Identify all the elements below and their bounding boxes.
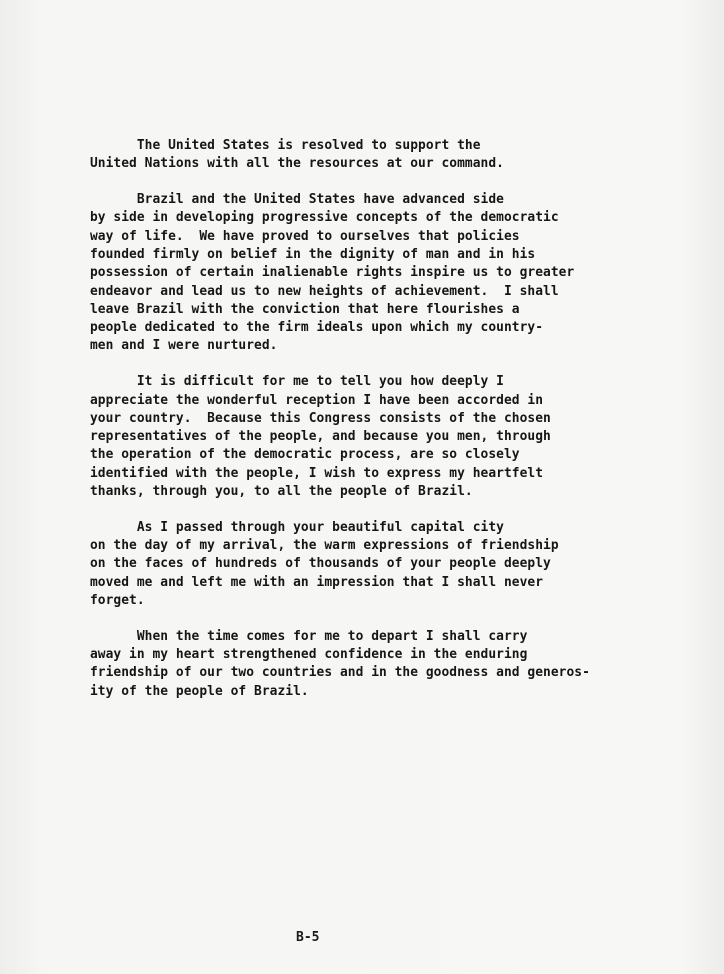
text-line: way of life. We have proved to ourselves that policies — [90, 228, 520, 244]
text-line: on the faces of hundreds of thousands of your people deeply — [90, 556, 551, 572]
text-line: by side in developing progressive concepts of the democratic — [90, 210, 559, 226]
text-line: your country. Because this Congress consists of the chosen — [90, 410, 551, 426]
text-line: As I passed through your beautiful capital city — [90, 519, 504, 535]
paragraph-1 — [90, 137, 650, 174]
text-line: people dedicated to the firm ideals upon which my country- — [90, 320, 544, 336]
page-number: B-5 — [296, 930, 320, 945]
text-line: ity of the people of Brazil. — [90, 683, 309, 699]
text-line: forget. — [90, 593, 145, 609]
paragraph-4 — [90, 519, 650, 610]
paragraph-3 — [90, 373, 650, 501]
paragraph-2 — [90, 191, 650, 356]
text-line: Brazil and the United States have advanced side — [90, 192, 504, 208]
text-line: away in my heart strengthened confidence in the enduring — [90, 647, 528, 663]
text-line: thanks, through you, to all the people of Brazil. — [90, 484, 473, 500]
document-body — [90, 137, 650, 719]
text-line: founded firmly on belief in the dignity of man and in his — [90, 246, 536, 262]
text-line: on the day of my arrival, the warm expressions of friendship — [90, 538, 559, 554]
text-line: men and I were nurtured. — [90, 338, 278, 354]
text-line: United Nations with all the resources at our command. — [90, 156, 504, 172]
text-line: possession of certain inalienable rights inspire us to greater — [90, 265, 575, 281]
text-line: The United States is resolved to support the — [90, 138, 481, 153]
text-line: It is difficult for me to tell you how deeply I — [90, 374, 504, 390]
text-line: friendship of our two countries and in the goodness and generos- — [90, 665, 590, 681]
paragraph-5 — [90, 628, 650, 701]
text-line: When the time comes for me to depart I shall carry — [90, 628, 528, 644]
text-line: representatives of the people, and because you men, through — [90, 429, 551, 445]
text-line: the operation of the democratic process, are so closely — [90, 447, 520, 463]
text-line: endeavor and lead us to new heights of achievement. I shall — [90, 283, 559, 299]
text-line: leave Brazil with the conviction that here flourishes a — [90, 301, 520, 317]
text-line: appreciate the wonderful reception I have been accorded in — [90, 392, 544, 408]
text-line: moved me and left me with an impression that I shall never — [90, 574, 544, 590]
text-line: identified with the people, I wish to express my heartfelt — [90, 465, 544, 481]
